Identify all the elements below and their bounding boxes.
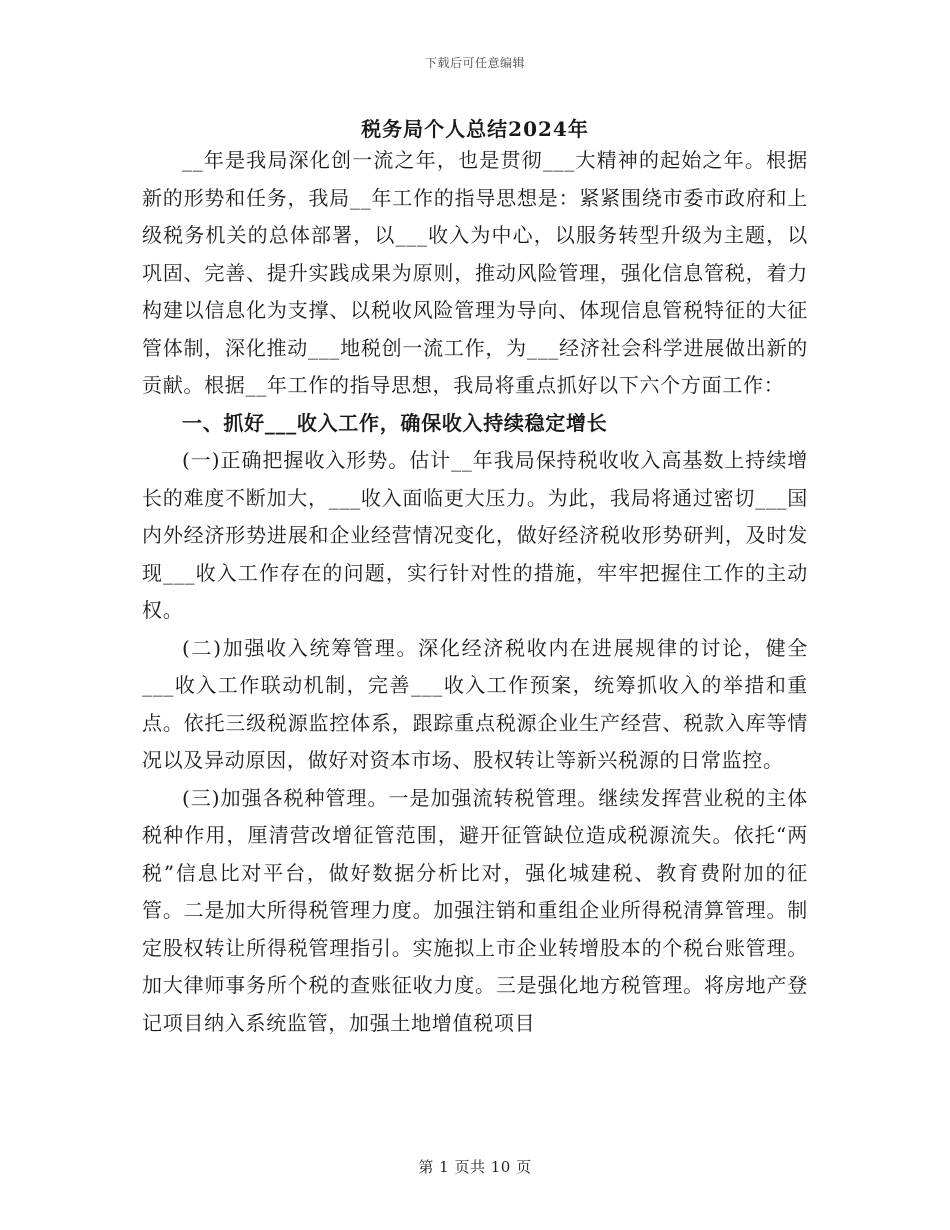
paragraph-tax-types: (三)加强各税种管理。一是加强流转税管理。继续发挥营业税的主体税种作用，厘清营改增征管范围，避开征管缺位造成税源流失。依托“两税”信息比对平台，做好数据分析比对，强化城建税、教育费附加的征管。二是加大所得税管理力度。加强注销和重组企业所得税清算管理。制定股权转让所得税管理指引。实施拟上市企业转增股本的个税台账管理。加大律师事务所个税的查账征收力度。三是强化地方税管理。将房地产登记项目纳入系统监管，加强土地增值税项目 [142,785,808,1035]
paragraph-revenue-management: (二)加强收入统筹管理。深化经济税收内在进展规律的讨论，健全___收入工作联动机制，完善___收入工作预案，统筹抓收入的举措和重点。依托三级税源监控体系，跟踪重点税源企业生产经营、税款入库等情况以及异动原因，做好对资本市场、股权转让等新兴税源的日常监控。 [142,635,808,772]
section-heading-1: 一、抓好___收入工作，确保收入持续稳定增长 [182,410,608,435]
document-title: 税务局个人总结2024年 [361,117,589,141]
paragraph-revenue-situation: (一)正确把握收入形势。估计__年我局保持税收收入高基数上持续增长的难度不断加大，___收入面临更大压力。为此，我局将通过密切___国内外经济形势进展和企业经营情况变化，做好经济税收形势研判，及时发现___收入工作存在的问题，实行针对性的措施，牢牢把握住工作的主动权。 [142,448,808,622]
intro-paragraph: __年是我局深化创一流之年，也是贯彻___大精神的起始之年。根据新的形势和任务，我局__年工作的指导思想是：紧紧围绕市委市政府和上级税务机关的总体部署，以___收入为中心，以服务转型升级为主题，以巩固、完善、提升实践成果为原则，推动风险管理，强化信息管税，着力构建以信息化为支撑、以税收风险管理为导向、体现信息管税特征的大征管体制，深化推动___地税创一流工作，为___经济社会科学进展做出新的贡献。根据__年工作的指导思想，我局将重点抓好以下六个方面工作： [142,148,808,397]
page-header-note: 下载后可任意编辑 [424,56,525,70]
page-number: 第 1 页共 10 页 [418,1158,532,1176]
document-body [142,142,808,1042]
